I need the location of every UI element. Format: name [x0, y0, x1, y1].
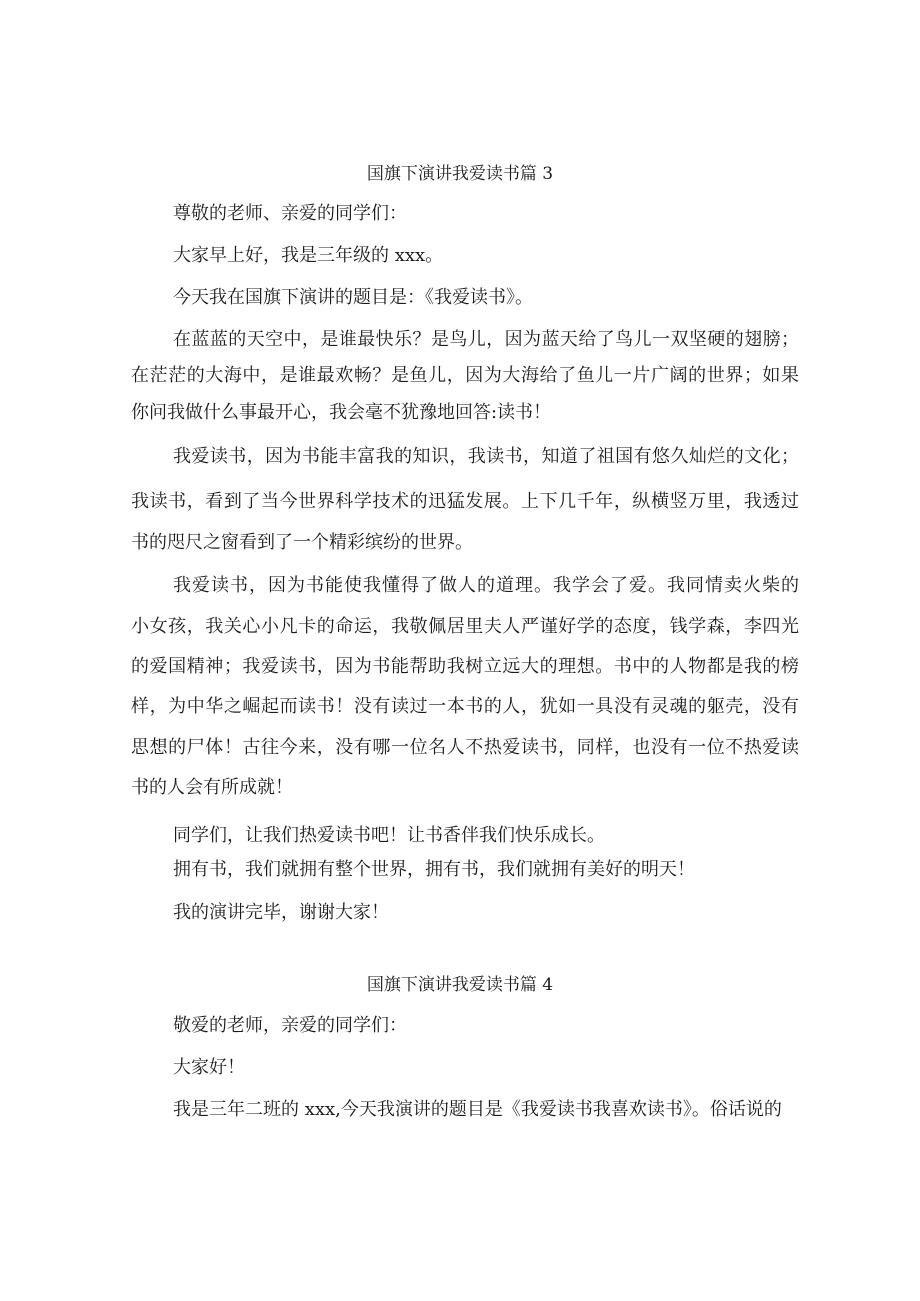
greeting: 尊敬的老师、亲爱的同学们：	[173, 203, 407, 224]
topic-line: 今天我在国旗下演讲的题目是：《我爱读书》。	[173, 287, 533, 308]
paragraph-line: 思想的尸体！古往今来，没有哪一位名人不热爱读书，同样，也没有一位不热爱读	[131, 737, 799, 758]
hello-line: 大家好！	[173, 1057, 245, 1078]
section-4-title: 国旗下演讲我爱读书篇 4	[366, 975, 554, 995]
paragraph-line: 在茫茫的大海中，是谁最欢畅？是鱼儿，因为大海给了鱼儿一片广阔的世界；如果	[131, 365, 799, 386]
paragraph-line: 小女孩，我关心小凡卡的命运，我敬佩居里夫人严谨好学的态度，钱学森，李四光	[131, 616, 799, 637]
paragraph-line: 我读书，看到了当今世界科学技术的迅猛发展。上下几千年，纵横竖万里，我透过	[131, 491, 799, 512]
paragraph-line: 样，为中华之崛起而读书！没有读过一本书的人，犹如一具没有灵魂的躯壳，没有	[131, 696, 799, 717]
paragraph-line: 同学们，让我们热爱读书吧！让书香伴我们快乐成长。	[173, 825, 605, 846]
paragraph-line: 我爱读书，因为书能使我懂得了做人的道理。我学会了爱。我同情卖火柴的	[173, 575, 799, 596]
paragraph-line: 在蓝蓝的天空中，是谁最快乐？是鸟儿，因为蓝天给了鸟儿一双坚硬的翅膀；	[173, 329, 799, 350]
paragraph-line: 书的人会有所成就！	[131, 777, 293, 798]
paragraph-line: 你问我做什么事最开心，我会毫不犹豫地回答:读书！	[131, 402, 552, 423]
intro-line: 我是三年二班的 xxx,今天我演讲的题目是《我爱读书我喜欢读书》。俗话说的	[173, 1099, 782, 1120]
paragraph-line: 我爱读书，因为书能丰富我的知识，我读书，知道了祖国有悠久灿烂的文化；	[173, 446, 799, 467]
closing-line: 我的演讲完毕，谢谢大家！	[173, 902, 389, 923]
paragraph-line: 拥有书，我们就拥有整个世界，拥有书，我们就拥有美好的明天！	[173, 859, 695, 880]
section-3-title: 国旗下演讲我爱读书篇 3	[366, 164, 554, 184]
greeting: 敬爱的老师，亲爱的同学们：	[173, 1015, 407, 1036]
paragraph-line: 的爱国精神；我爱读书，因为书能帮助我树立远大的理想。书中的人物都是我的榜	[131, 656, 799, 677]
paragraph-line: 书的咫尺之窗看到了一个精彩缤纷的世界。	[131, 532, 473, 553]
intro-line: 大家早上好，我是三年级的 xxx。	[173, 245, 444, 266]
